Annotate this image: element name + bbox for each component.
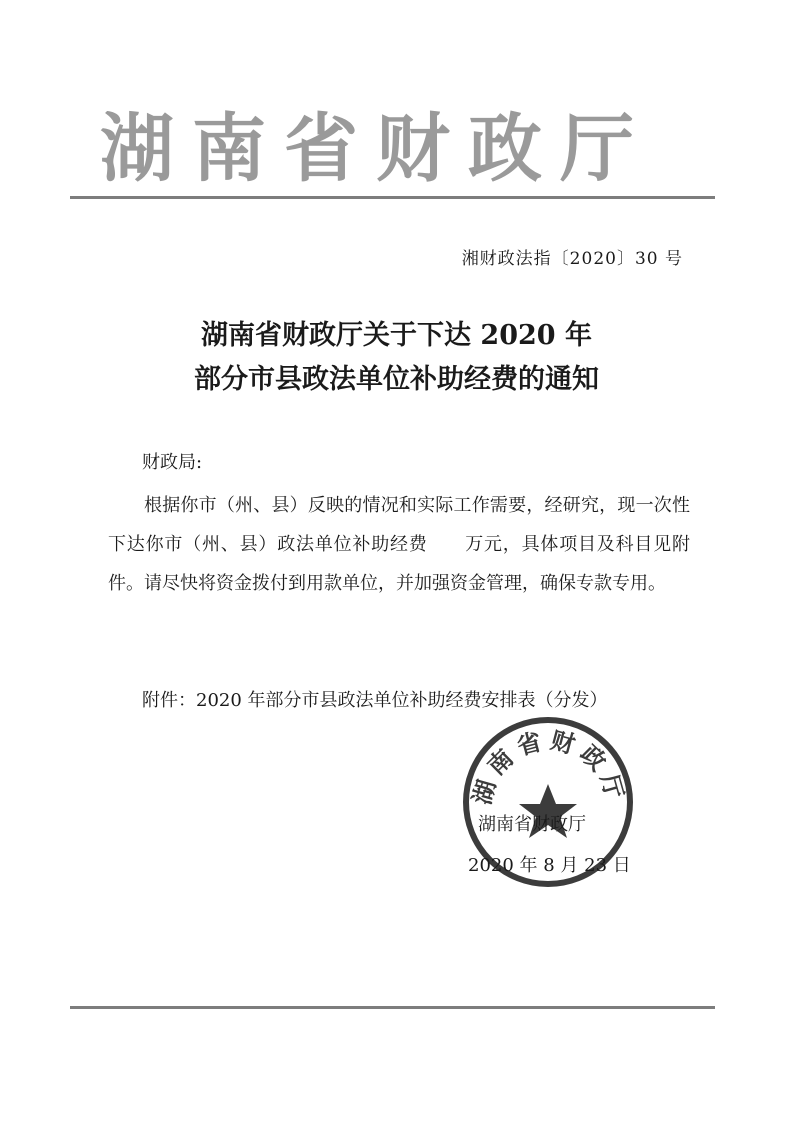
document-title-line-1: 湖南省财政厅关于下达 2020 年 bbox=[201, 320, 592, 351]
attachment-line: 附件：2020 年部分市县政法单位补助经费安排表（分发） bbox=[142, 690, 608, 711]
document-title-line-2: 部分市县政法单位补助经费的通知 bbox=[194, 364, 599, 395]
masthead-rule bbox=[70, 196, 715, 199]
masthead: 湖南省财政厅 bbox=[100, 106, 652, 192]
salutation: 财政局: bbox=[142, 452, 203, 473]
body-paragraph: 根据你市（州、县）反映的情况和实际工作需要，经研究，现一次性下达你市（州、县）政法单位补助经费 万元，具体项目及科目见附件。请尽快将资金拨付到用款单位，并加强资金管理，确保专款专用。 bbox=[108, 495, 690, 594]
document-number: 湘财政法指〔2020〕30 号 bbox=[461, 249, 683, 269]
footer-rule bbox=[70, 1006, 715, 1009]
signing-date: 2020 年 8 月 23 日 bbox=[468, 855, 631, 876]
seal-text: 湖南省财政厅 bbox=[467, 726, 631, 808]
signing-organization: 湖南省财政厅 bbox=[478, 814, 586, 835]
